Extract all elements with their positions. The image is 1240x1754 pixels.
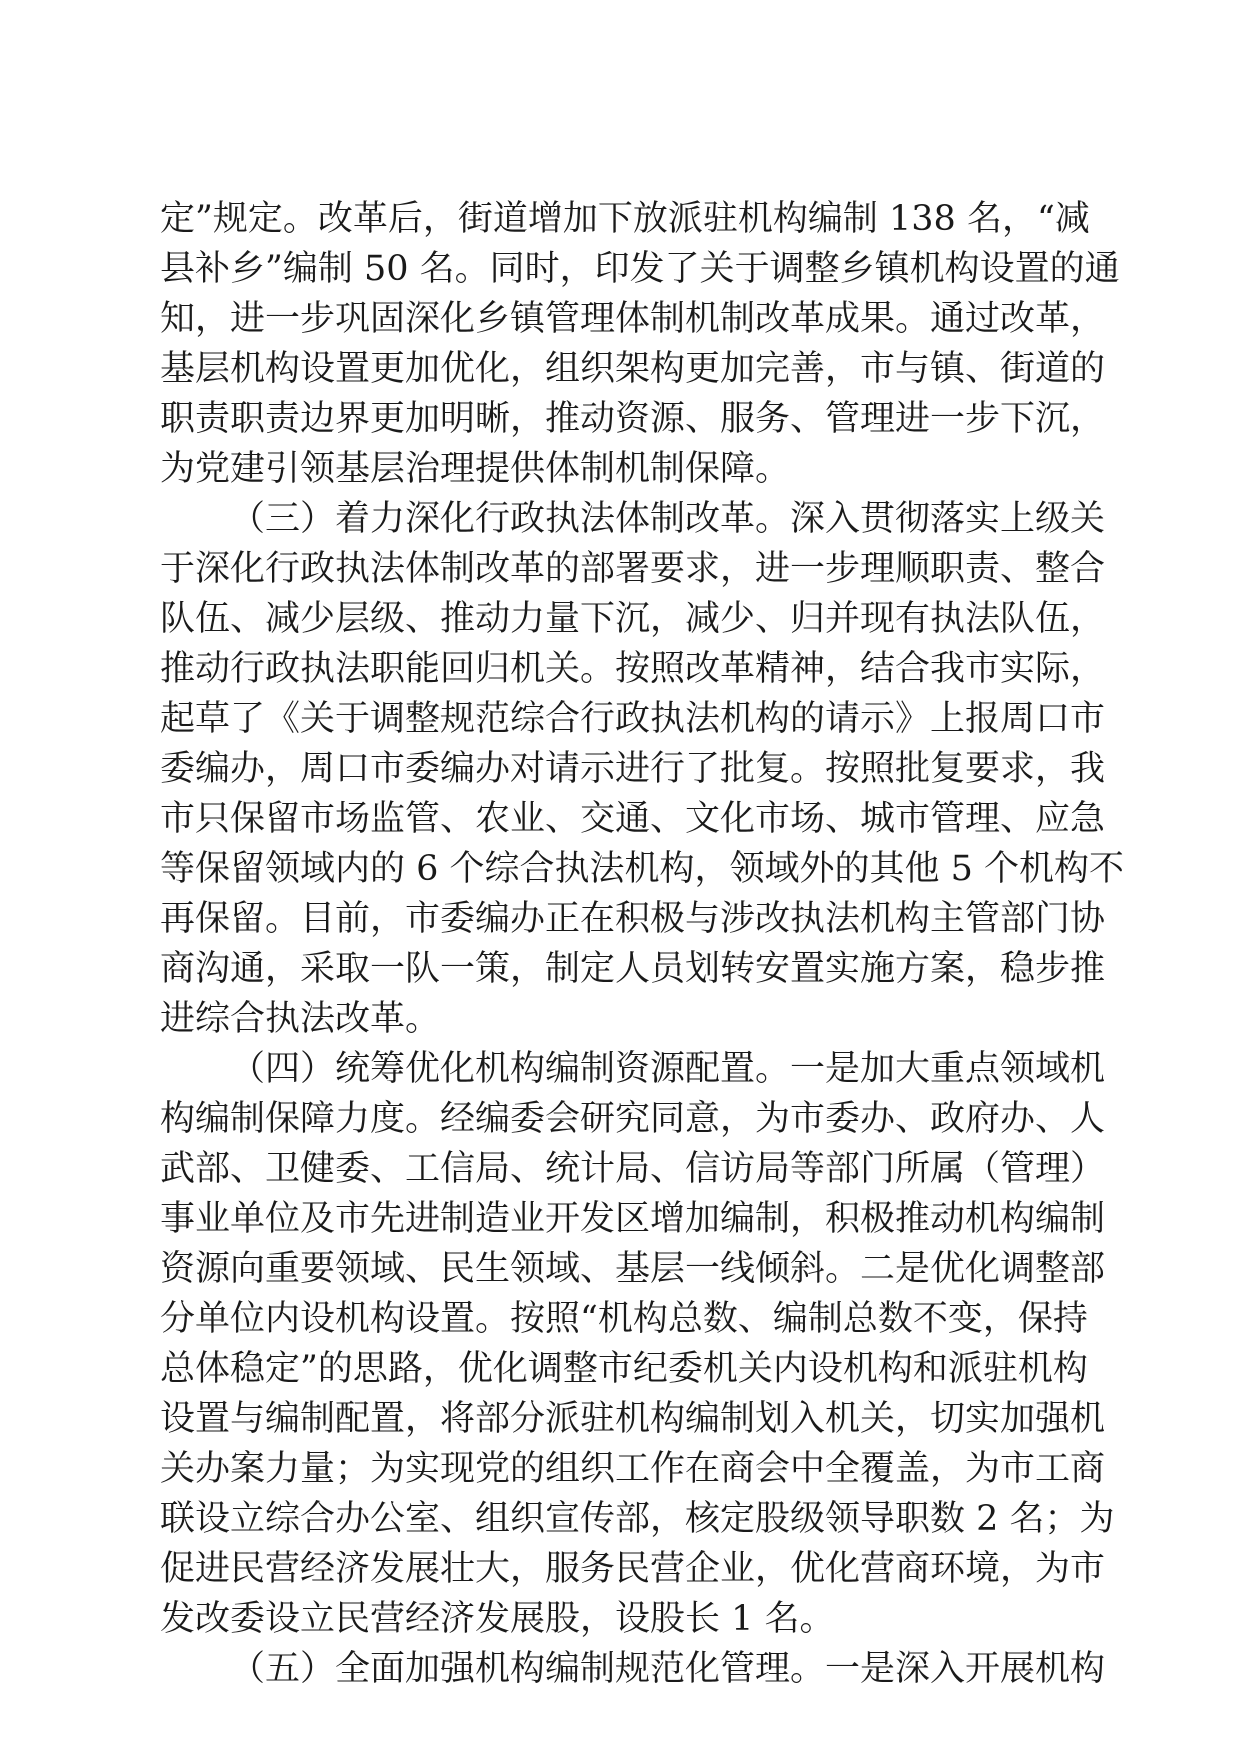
- text-line: 进综合执法改革。: [160, 999, 441, 1039]
- section-heading-line: （四）统筹优化机构编制资源配置。一是加大重点领域机: [230, 1049, 1106, 1089]
- text-line: 分单位内设机构设置。按照“机构总数、编制总数不变，保持: [160, 1299, 1088, 1339]
- text-line: 市只保留市场监管、农业、交通、文化市场、城市管理、应急: [160, 799, 1106, 839]
- text-line: 构编制保障力度。经编委会研究同意，为市委办、政府办、人: [160, 1099, 1106, 1139]
- text-line: 队伍、减少层级、推动力量下沉，减少、归并现有执法队伍，: [160, 599, 1106, 639]
- section-heading-line: （五）全面加强机构编制规范化管理。一是深入开展机构: [230, 1649, 1106, 1689]
- text-line: 起草了《关于调整规范综合行政执法机构的请示》上报周口市: [160, 699, 1106, 739]
- text-line: 关办案力量；为实现党的组织工作在商会中全覆盖，为市工商: [160, 1449, 1106, 1489]
- text-line: 定”规定。改革后，街道增加下放派驻机构编制 138 名，“减: [160, 199, 1090, 239]
- text-line: 等保留领域内的 6 个综合执法机构，领域外的其他 5 个机构不: [160, 849, 1125, 889]
- text-line: 基层机构设置更加优化，组织架构更加完善，市与镇、街道的: [160, 349, 1106, 389]
- text-line: 商沟通，采取一队一策，制定人员划转安置实施方案，稳步推: [160, 949, 1106, 989]
- text-line: 促进民营经济发展壮大，服务民营企业，优化营商环境，为市: [160, 1549, 1106, 1589]
- text-line: 县补乡”编制 50 名。同时，印发了关于调整乡镇机构设置的通: [160, 249, 1120, 289]
- text-line: 事业单位及市先进制造业开发区增加编制，积极推动机构编制: [160, 1199, 1106, 1239]
- text-line: 知，进一步巩固深化乡镇管理体制机制改革成果。通过改革，: [160, 299, 1106, 339]
- text-line: 为党建引领基层治理提供体制机制保障。: [160, 449, 791, 489]
- text-line: 资源向重要领域、民生领域、基层一线倾斜。二是优化调整部: [160, 1249, 1106, 1289]
- text-line: 再保留。目前，市委编办正在积极与涉改执法机构主管部门协: [160, 899, 1106, 939]
- text-line: 联设立综合办公室、组织宣传部，核定股级领导职数 2 名；为: [160, 1499, 1115, 1539]
- text-line: 设置与编制配置，将部分派驻机构编制划入机关，切实加强机: [160, 1399, 1106, 1439]
- text-line: 总体稳定”的思路，优化调整市纪委机关内设机构和派驻机构: [160, 1349, 1088, 1389]
- text-line: 武部、卫健委、工信局、统计局、信访局等部门所属（管理）: [160, 1149, 1106, 1189]
- section-heading-line: （三）着力深化行政执法体制改革。深入贯彻落实上级关: [230, 499, 1106, 539]
- text-line: 于深化行政执法体制改革的部署要求，进一步理顺职责、整合: [160, 549, 1106, 589]
- text-line: 推动行政执法职能回归机关。按照改革精神，结合我市实际，: [160, 649, 1106, 689]
- text-line: 委编办，周口市委编办对请示进行了批复。按照批复要求，我: [160, 749, 1106, 789]
- text-line: 发改委设立民营经济发展股，设股长 1 名。: [160, 1599, 835, 1639]
- text-line: 职责职责边界更加明晰，推动资源、服务、管理进一步下沉，: [160, 399, 1106, 439]
